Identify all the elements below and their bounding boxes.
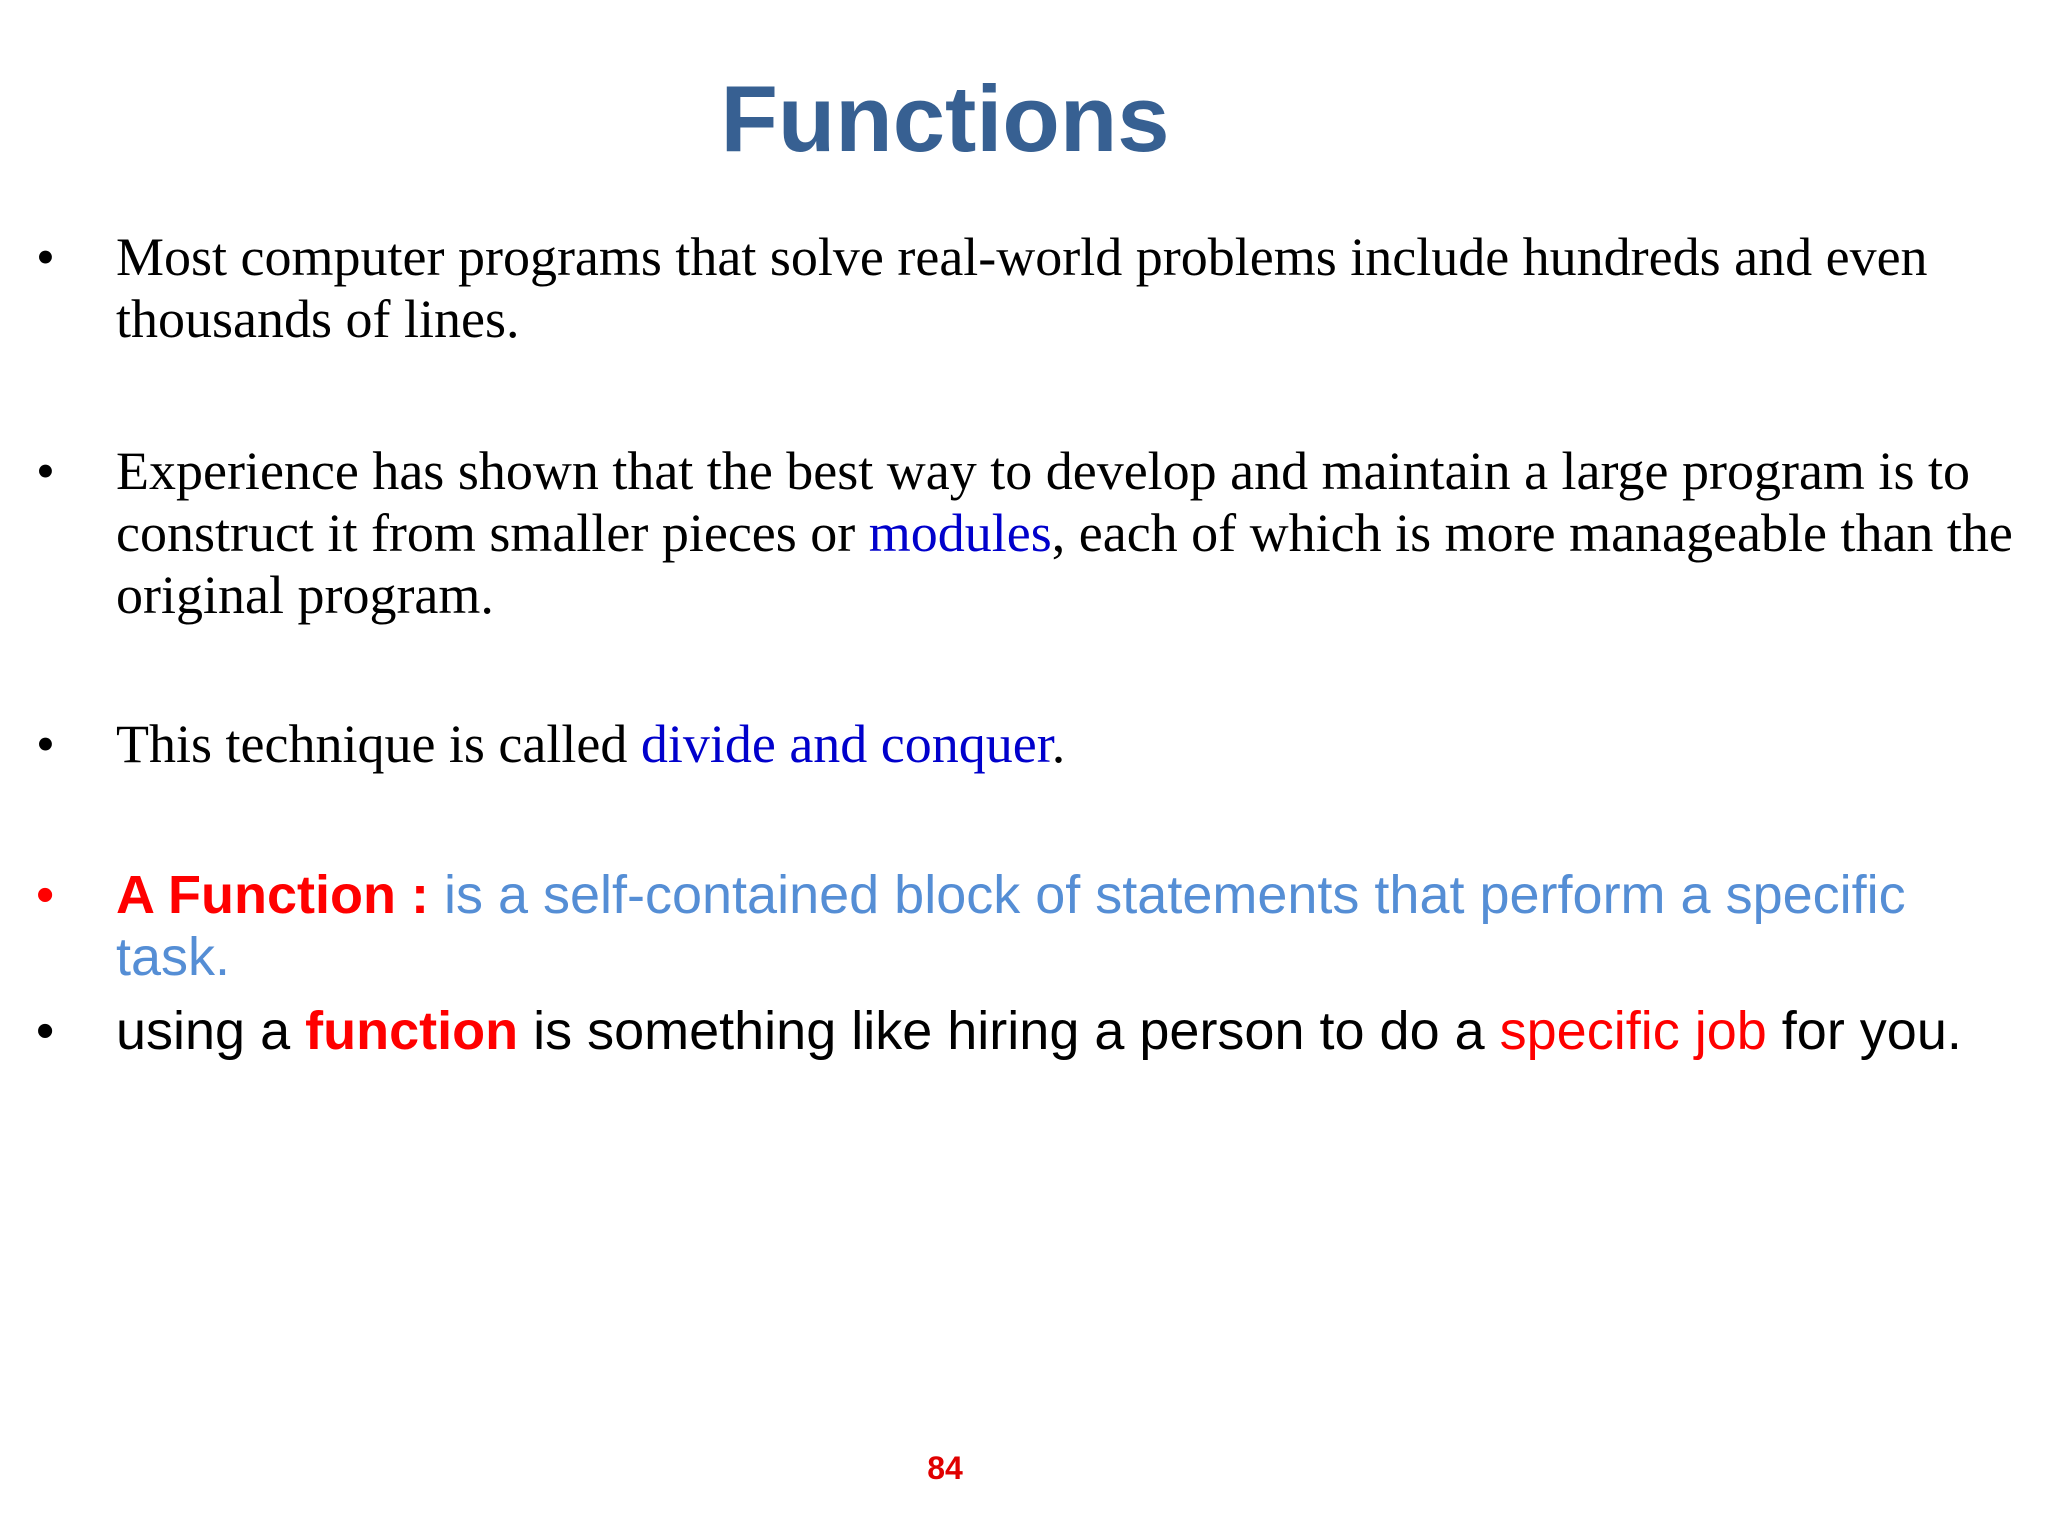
definition-term: A Function : bbox=[116, 865, 429, 925]
bullet-text-part: Most computer programs that solve real-world problems include hundreds and even thousands of lines. bbox=[116, 227, 1928, 349]
bullet-text bbox=[116, 713, 2026, 775]
bullet-marker: • bbox=[36, 227, 55, 287]
highlight-specific-job: specific job bbox=[1499, 1001, 1767, 1061]
bullet-text-part: This technique is called bbox=[116, 714, 641, 774]
bullet-text-part: . bbox=[1051, 714, 1066, 774]
bullet-item bbox=[36, 864, 2026, 988]
bullet-text bbox=[116, 226, 2026, 350]
highlight-divide-and-conquer: divide and conquer bbox=[640, 714, 1052, 774]
bullet-text-part: using a bbox=[116, 1001, 306, 1061]
bullet-item bbox=[36, 226, 2026, 350]
bullet-marker: • bbox=[36, 866, 55, 924]
definition-text: is a self-contained block of statements that perform a specific task. bbox=[116, 865, 1906, 987]
keyword-function: function bbox=[305, 1001, 519, 1061]
page-number: 84 bbox=[927, 1450, 963, 1486]
bullet-text-part: , each of which is more manageable than the original program. bbox=[116, 503, 2013, 625]
highlight-modules: modules bbox=[868, 503, 1052, 563]
bullet-marker: • bbox=[36, 1002, 55, 1060]
bullet-text bbox=[116, 440, 2026, 626]
bullet-marker: • bbox=[36, 714, 55, 774]
slide-title: Functions bbox=[720, 66, 1170, 171]
bullet-text bbox=[116, 864, 2026, 988]
bullet-text bbox=[116, 1000, 2026, 1062]
bullet-text-part: for you. bbox=[1766, 1001, 1962, 1061]
bullet-item bbox=[36, 440, 2026, 626]
bullet-text-part: Experience has shown that the best way to develop and maintain a large program is to construct it from smaller pieces or bbox=[116, 441, 1970, 563]
bullet-marker: • bbox=[36, 441, 55, 501]
bullet-item bbox=[36, 713, 2026, 775]
bullet-text-part: is something like hiring a person to do a bbox=[518, 1001, 1500, 1061]
bullet-item bbox=[36, 1000, 2026, 1062]
